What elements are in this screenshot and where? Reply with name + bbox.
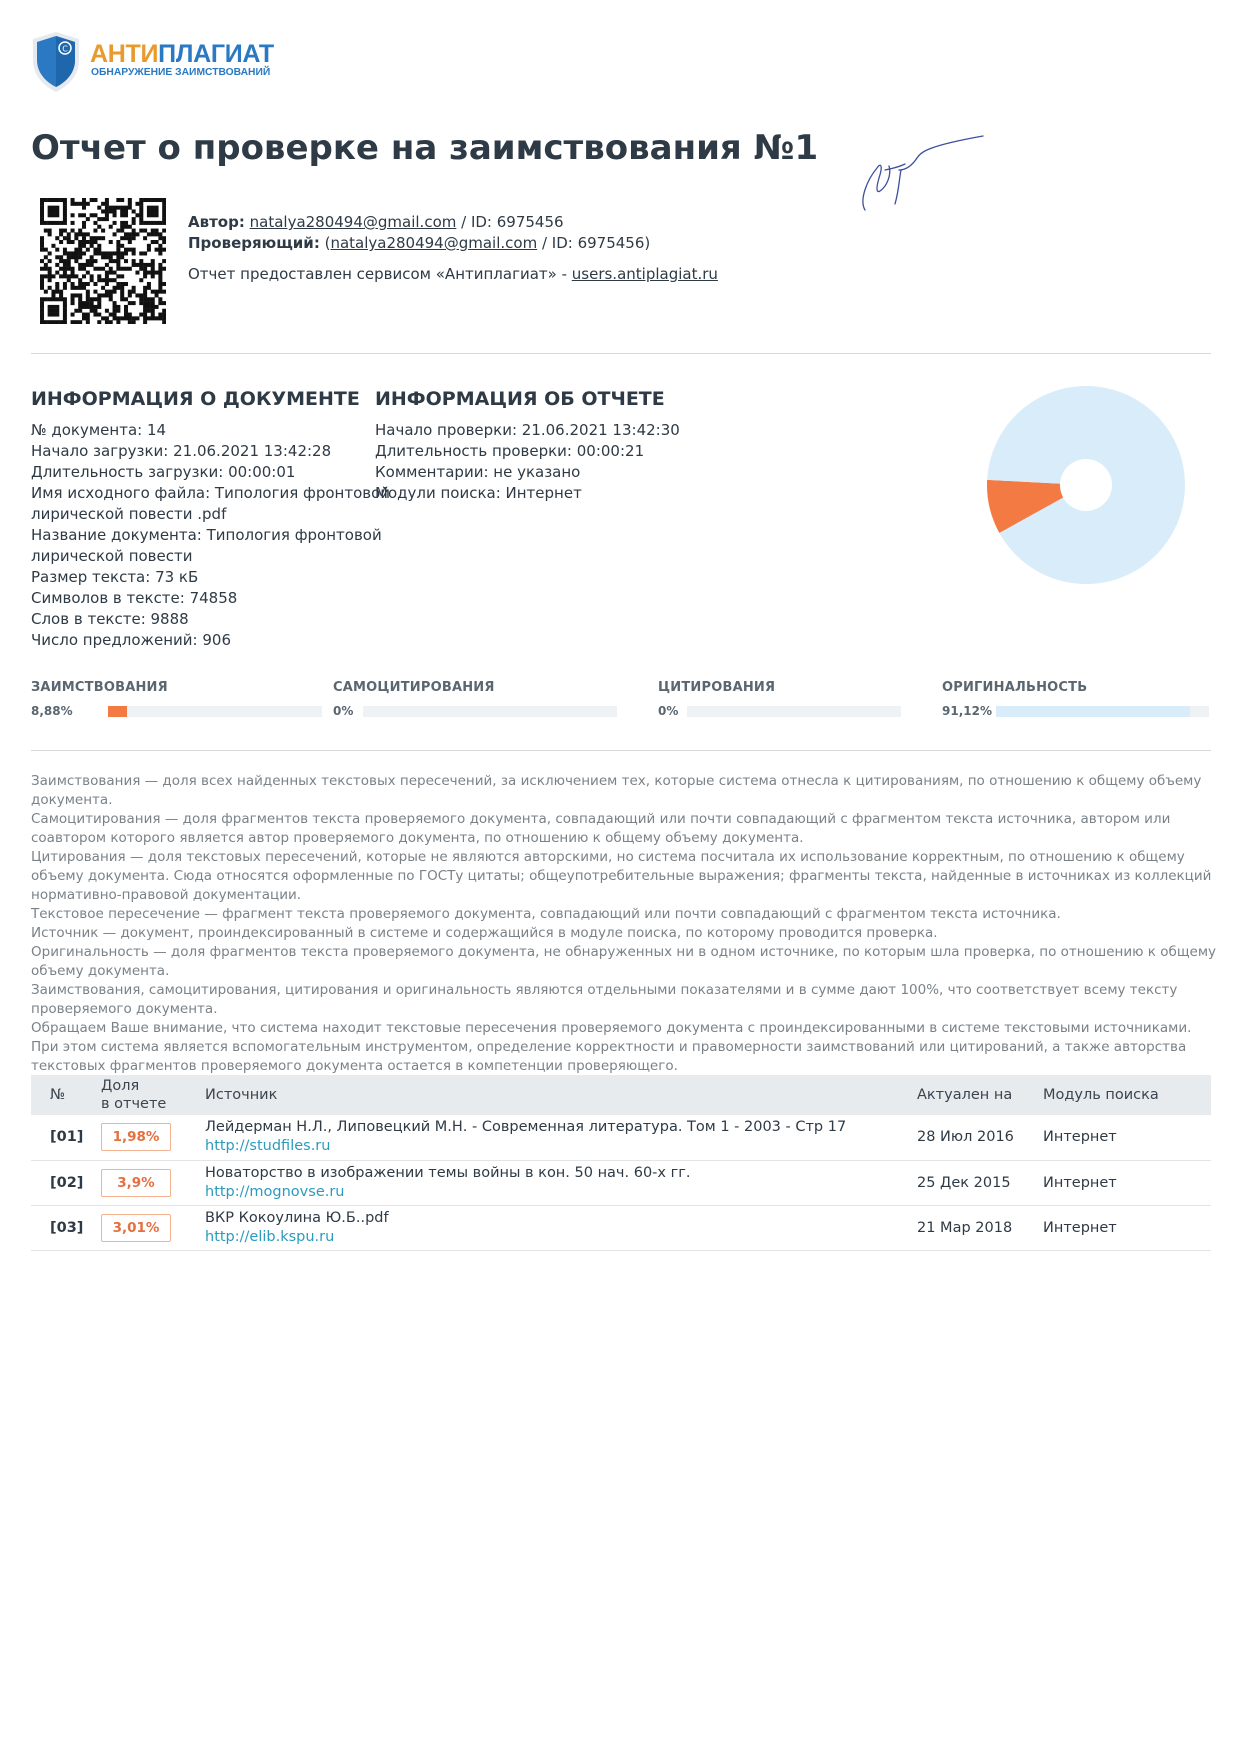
metric-value: 8,88% [31, 704, 73, 718]
info-line: Начало проверки: 21.06.2021 13:42:30 [375, 421, 680, 439]
metric-label: ЗАИМСТВОВАНИЯ [31, 680, 168, 695]
share-badge: 3,01% [101, 1214, 171, 1242]
info-line: Размер текста: 73 кБ [31, 568, 199, 586]
row-number: [02] [31, 1160, 101, 1205]
metric-bar-fill [996, 706, 1190, 717]
source-title: Новаторство в изображении темы войны в кон. 50 нач. 60-х гг. [205, 1164, 691, 1181]
term-definition: Обращаем Ваше внимание, что система находит текстовые пересечения проверяемого документа с проиндексированными в системе текстовыми источниками. При этом система является вспомогательным инструментом, определение корректности и правомерности заимствований или цитирований, а также авторства текстовых фрагментов проверяемого документа остается в компетенции проверяющего. [31, 1020, 1192, 1074]
author-id: / ID: 6975456 [456, 213, 564, 231]
term-definition: Источник — документ, проиндексированный в системе и содержащийся в модуле поиска, по которому проводится проверка. [31, 925, 938, 941]
document-info-list [31, 420, 390, 651]
row-number: [01] [31, 1115, 101, 1160]
source-date: 25 Дек 2015 [917, 1160, 1043, 1205]
info-line: Начало загрузки: 21.06.2021 13:42:28 [31, 442, 332, 460]
sources-table [31, 1075, 1211, 1251]
info-line: Модули поиска: Интернет [375, 484, 582, 502]
antiplagiat-site-link[interactable]: users.antiplagiat.ru [571, 265, 718, 283]
checker-email-link[interactable]: natalya280494@gmail.com [330, 234, 538, 252]
qr-code [40, 198, 166, 324]
checker-id: / ID: 6975456) [537, 234, 651, 252]
terms-description [31, 772, 1217, 1076]
info-line: Длительность проверки: 00:00:21 [375, 442, 645, 460]
col-share: Доля в отчете [101, 1075, 205, 1115]
document-info-heading: ИНФОРМАЦИЯ О ДОКУМЕНТЕ [31, 388, 360, 410]
author-email-link[interactable]: natalya280494@gmail.com [249, 213, 457, 231]
provided-by-text: Отчет предоставлен сервисом «Антиплагиат» - [188, 265, 572, 283]
source-url-link[interactable]: http://studfiles.ru [205, 1138, 331, 1155]
originality-pie-chart [986, 385, 1186, 585]
report-meta [188, 212, 718, 285]
share-badge: 3,9% [101, 1169, 171, 1197]
metric-label: САМОЦИТИРОВАНИЯ [333, 680, 495, 695]
metric-value: 91,12% [942, 704, 992, 718]
col-date: Актуален на [917, 1075, 1043, 1115]
term-definition: Заимствования, самоцитирования, цитирования и оригинальность являются отдельными показателями и в сумме дают 100%, что соответствует всему тексту проверяемого документа. [31, 982, 1178, 1017]
metric-bar-track [363, 706, 617, 717]
metric-2 [333, 680, 495, 718]
source-module: Интернет [1043, 1205, 1211, 1250]
logo-name: АНТИПЛАГИАТ [90, 40, 274, 68]
shield-icon [30, 30, 82, 94]
info-line: Число предложений: 906 [31, 631, 232, 649]
metric-bar-track [687, 706, 901, 717]
pie-hole [1060, 459, 1112, 511]
info-line: Комментарии: не указано [375, 463, 581, 481]
info-line: Слов в тексте: 9888 [31, 610, 189, 628]
term-definition: Текстовое пересечение — фрагмент текста проверяемого документа, совпадающий или почти совпадающий с фрагментом текста источника. [31, 906, 1061, 922]
antiplagiat-logo [30, 30, 290, 94]
metric-1 [31, 680, 168, 718]
source-date: 21 Мар 2018 [917, 1205, 1043, 1250]
divider [31, 353, 1211, 354]
table-row [31, 1205, 1211, 1250]
term-definition: Оригинальность — доля фрагментов текста проверяемого документа, не обнаруженных ни в одном источнике, по которым шла проверка, по отношению к общему объему документа. [31, 944, 1217, 979]
info-line: Название документа: Типология фронтовой [31, 526, 382, 544]
col-source: Источник [205, 1075, 917, 1115]
info-line: Символов в тексте: 74858 [31, 589, 238, 607]
table-header-row [31, 1075, 1211, 1115]
handwritten-signature [855, 130, 985, 220]
info-line: лирической повести [31, 547, 193, 565]
term-definition: Заимствования — доля всех найденных текстовых пересечений, за исключением тех, которые система отнесла к цитированиям, по отношению к общему объему документа. [31, 773, 1202, 808]
metric-bar-fill [108, 706, 127, 717]
info-line: № документа: 14 [31, 421, 167, 439]
metric-label: ОРИГИНАЛЬНОСТЬ [942, 680, 1088, 695]
svg-text:C: C [62, 44, 68, 54]
checker-label: Проверяющий: [188, 234, 320, 252]
source-date: 28 Июл 2016 [917, 1115, 1043, 1160]
divider [31, 750, 1211, 751]
source-module: Интернет [1043, 1160, 1211, 1205]
report-info-heading: ИНФОРМАЦИЯ ОБ ОТЧЕТЕ [375, 388, 665, 410]
report-info-list [375, 420, 680, 504]
source-title: ВКР Кокоулина Ю.Б..pdf [205, 1209, 389, 1226]
source-module: Интернет [1043, 1115, 1211, 1160]
author-label: Автор: [188, 213, 245, 231]
info-line: Длительность загрузки: 00:00:01 [31, 463, 296, 481]
table-row [31, 1160, 1211, 1205]
metric-bar-track [108, 706, 322, 717]
col-number: № [31, 1075, 101, 1115]
source-url-link[interactable]: http://elib.kspu.ru [205, 1228, 335, 1245]
row-number: [03] [31, 1205, 101, 1250]
metric-value: 0% [658, 704, 679, 718]
source-title: Лейдерман Н.Л., Липовецкий М.Н. - Современная литература. Том 1 - 2003 - Стр 17 [205, 1119, 847, 1136]
info-line: лирической повести .pdf [31, 505, 227, 523]
metric-4 [942, 680, 1088, 718]
checker-row: Проверяющий: (natalya280494@gmail.com / ID: 6975456) [188, 234, 651, 252]
provided-by-row [188, 264, 718, 285]
info-line: Имя исходного файла: Типология фронтовой [31, 484, 391, 502]
metric-value: 0% [333, 704, 354, 718]
table-row [31, 1115, 1211, 1160]
report-title: Отчет о проверке на заимствования №1 [31, 128, 819, 168]
logo-tagline: ОБНАРУЖЕНИЕ ЗАИМСТВОВАНИЙ [91, 67, 271, 78]
metric-bar-track [996, 706, 1209, 717]
col-module: Модуль поиска [1043, 1075, 1211, 1115]
term-definition: Самоцитирования — доля фрагментов текста проверяемого документа, совпадающий или почти совпадающий с фрагментом текста источника, автором или соавтором которого является автор проверяемого документа, по отношению к общему объему документа. [31, 811, 1171, 846]
metric-label: ЦИТИРОВАНИЯ [658, 680, 776, 695]
metric-3 [658, 680, 776, 718]
share-badge: 1,98% [101, 1123, 171, 1151]
term-definition: Цитирования — доля текстовых пересечений, которые не являются авторскими, но система посчитала их использование корректным, по отношению к общему объему документа. Сюда относятся оформленные по ГОСТу цитаты; общеупотребительные выражения; фрагменты текста, найденные в источниках из коллекций нормативно-правовой документации. [31, 849, 1212, 903]
author-row [188, 212, 718, 233]
source-url-link[interactable]: http://mognovse.ru [205, 1183, 345, 1200]
